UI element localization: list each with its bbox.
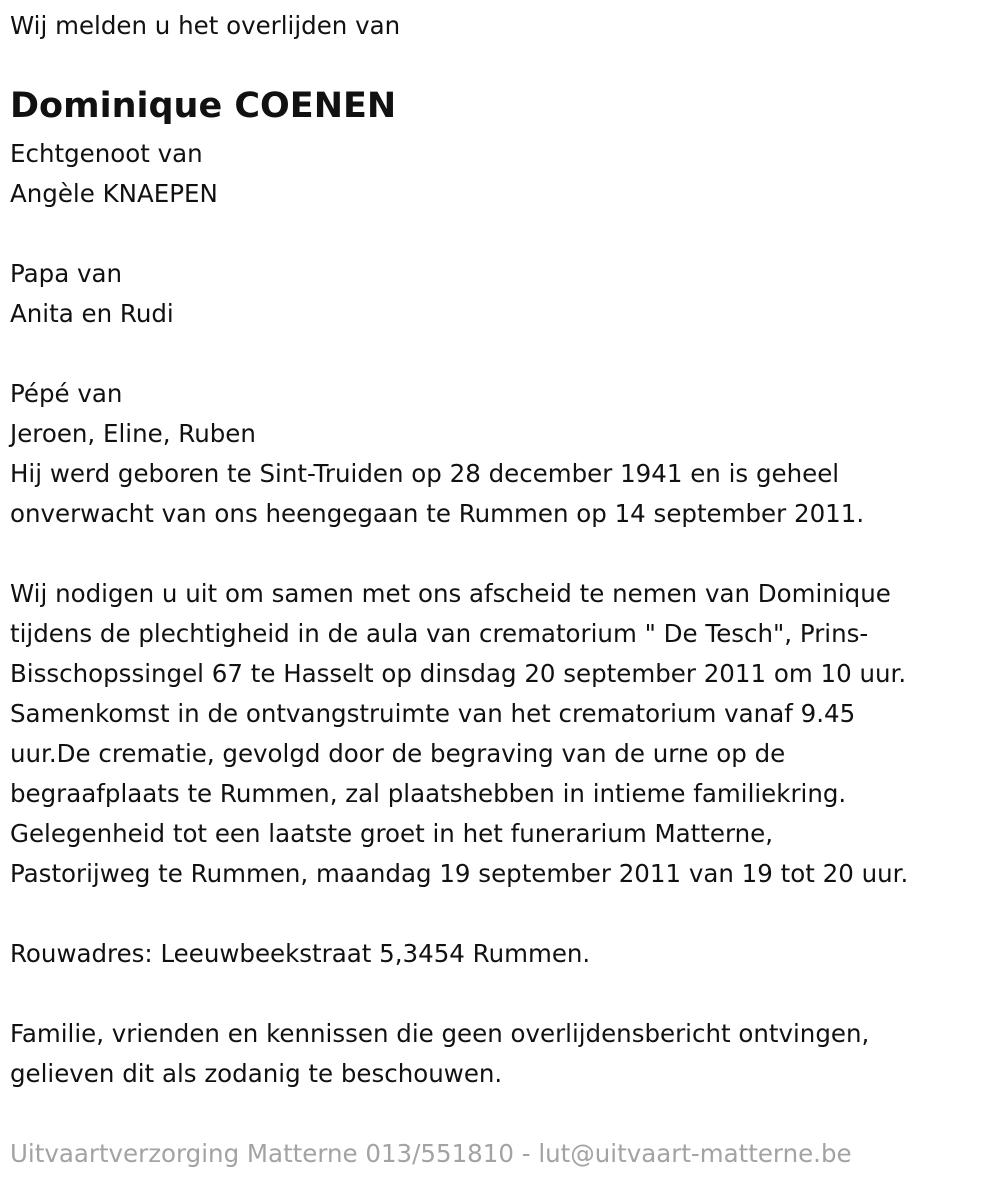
spacer [10, 534, 908, 574]
ceremony-line: Gelegenheid tot een laatste groet in het funerarium Matterne, [10, 819, 773, 848]
parent-label: Papa van [10, 259, 123, 288]
children-names: Anita en Rudi [10, 299, 174, 328]
ceremony-line: Samenkomst in de ontvangstruimte van het crematorium vanaf 9.45 [10, 699, 856, 728]
family-section [10, 134, 908, 1094]
spacer [10, 974, 908, 1014]
ceremony-line: Bisschopssingel 67 te Hasselt op dinsdag 20 september 2011 om 10 uur. [10, 659, 907, 688]
funeral-home-footer: Uitvaartverzorging Matterne 013/551810 - lut@uitvaart-matterne.be [10, 1139, 852, 1168]
spacer [10, 214, 908, 254]
ceremony-line: uur.De crematie, gevolgd door de begraving van de urne op de [10, 739, 786, 768]
ceremony-line: Pastorijweg te Rummen, maandag 19 september 2011 van 19 tot 20 uur. [10, 859, 909, 888]
ceremony-line: begraafplaats te Rummen, zal plaatshebben in intieme familiekring. [10, 779, 847, 808]
closing-line: Familie, vrienden en kennissen die geen overlijdensbericht ontvingen, [10, 1019, 870, 1048]
birth-line: Hij werd geboren te Sint-Truiden op 28 december 1941 en is geheel [10, 459, 840, 488]
grandchildren-names: Jeroen, Eline, Ruben [10, 419, 256, 448]
birth-line: onverwacht van ons heengegaan te Rummen op 14 september 2011. [10, 499, 865, 528]
deceased-name: Dominique COENEN [10, 86, 397, 126]
spacer [10, 334, 908, 374]
ceremony-line: Wij nodigen u uit om samen met ons afscheid te nemen van Dominique [10, 579, 891, 608]
intro-text: Wij melden u het overlijden van [10, 11, 401, 40]
spouse-name: Angèle KNAEPEN [10, 179, 218, 208]
closing-line: gelieven dit als zodanig te beschouwen. [10, 1059, 503, 1088]
grandparent-label: Pépé van [10, 379, 123, 408]
ceremony-line: tijdens de plechtigheid in de aula van crematorium " De Tesch", Prins- [10, 619, 869, 648]
spacer [10, 894, 908, 934]
mourning-address: Rouwadres: Leeuwbeekstraat 5,3454 Rummen. [10, 939, 591, 968]
spouse-label: Echtgenoot van [10, 139, 203, 168]
